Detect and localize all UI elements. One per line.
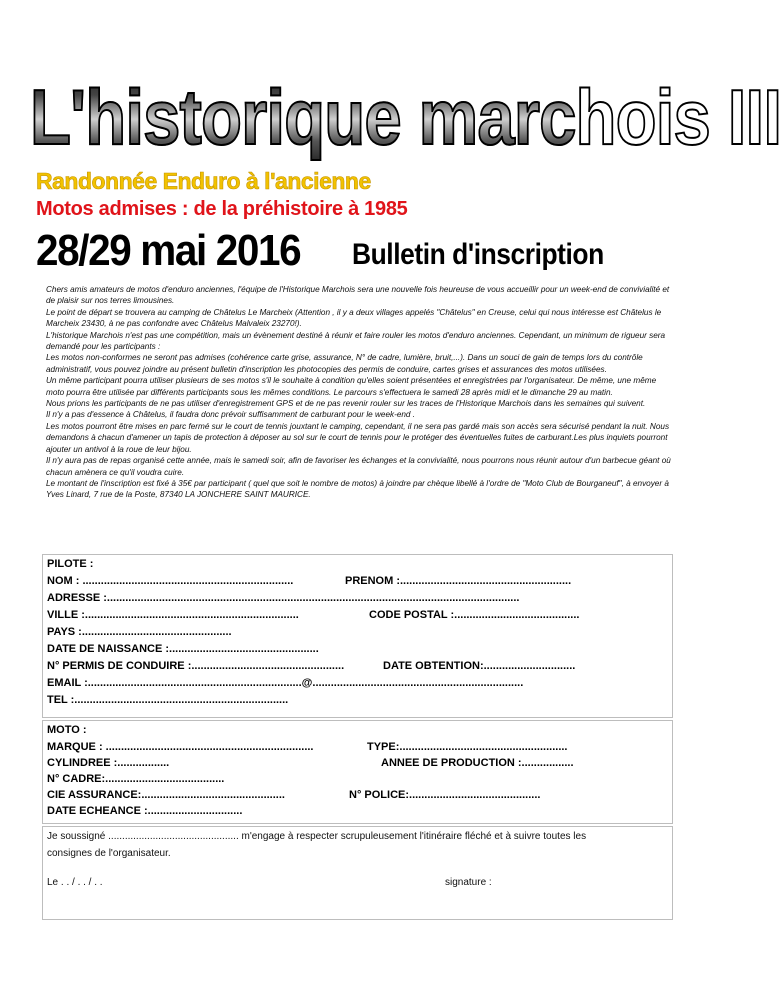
pilote-section: [42, 554, 673, 718]
type-field[interactable]: TYPE:.......................................................: [367, 741, 568, 753]
engagement-line: consignes de l'organisateur.: [47, 848, 171, 859]
engagement-section: [42, 826, 673, 920]
event-date: 28/29 mai 2016: [36, 226, 301, 275]
date-naissance-field[interactable]: DATE DE NAISSANCE :.................................................: [47, 643, 319, 655]
moto-section: [42, 720, 673, 824]
intro-paragraph: Il n'y aura pas de repas organisé cette année, mais le samedi soir, afin de favoriser les échanges et la convivialité, nous pourrons nous réunir autour d'un barbecue géant où chacun amènera ce qu'il voudra cuire.: [46, 456, 671, 477]
adresse-field[interactable]: ADRESSE :.......................................................................................................................................: [47, 592, 520, 604]
date-echeance-field[interactable]: DATE ECHEANCE :...............................: [47, 805, 243, 817]
intro-paragraph: Nous prions les participants de ne pas utiliser d'enregistrement GPS et de ne pas revenir rouler sur les traces de l'Historique Marchois dans les semaines qui suivent.: [46, 399, 646, 409]
ville-field[interactable]: VILLE :......................................................................: [47, 609, 299, 621]
intro-paragraph: Un même participant pourra utiliser plusieurs de ses motos s'il le souhaite à condition qu'elles soient présentées et enregistrées par l'organisateur. De même, une même moto pourra être utilisée par différents participants sous les mêmes conditions. Le parcours s'effectuera le samedi 28 après midi et le dimanche 29 au matin.: [46, 376, 657, 397]
intro-paragraph: Il n'y a pas d'essence à Châtelus, il faudra donc prévoir suffisamment de carburant pour le week-end .: [46, 410, 416, 420]
code-postal-field[interactable]: CODE POSTAL :.........................................: [369, 609, 580, 621]
intro-text: [46, 284, 672, 501]
date-obtention-field[interactable]: DATE OBTENTION:..............................: [383, 660, 576, 672]
pays-field[interactable]: PAYS :.................................................: [47, 626, 232, 638]
pilote-heading: PILOTE :: [47, 558, 94, 570]
signature-field[interactable]: signature :: [445, 877, 492, 888]
intro-paragraph: Le point de départ se trouvera au camping de Châtelus Le Marcheix (Attention , il y a deux villages appelés "Châtelus" en Creuse, celui qui nous intéresse est Châtelus le Marcheix 23430, à ne pas confondre avec Châtelus Malvaleix 23270!).: [46, 307, 662, 329]
prenom-field[interactable]: PRENOM :........................................................: [345, 575, 572, 587]
police-field[interactable]: N° POLICE:...........................................: [349, 789, 541, 801]
form-title: Bulletin d'inscription: [352, 238, 604, 271]
document-title: L'historique marchois III: [30, 62, 580, 172]
intro-paragraph: Le montant de l'inscription est fixé à 35€ par participant ( quel que soit le nombre de motos) à joindre par chèque libellé à l'ordre de "Moto Club de Bourganeuf", à envoyer à Yves Linard, 7 rue de la Poste, 87340 LA JONCHERE SAINT MAURICE.: [46, 478, 669, 500]
tel-field[interactable]: TEL :......................................................................: [47, 694, 289, 706]
intro-paragraph: Les motos non-conformes ne seront pas admises (cohérence carte grise, assurance, N° de cadre, lumière, bruit,...). Dans un souci de gain de temps lors du contrôle administratif, vous pouvez joindre au présent bulletin d'inscription les photocopies des permis de conduire, cartes grises et assurances des motos utilisées.: [46, 353, 643, 374]
date-signature-field[interactable]: Le . . / . . / . .: [47, 877, 103, 888]
permis-field[interactable]: N° PERMIS DE CONDUIRE :..................................................: [47, 660, 345, 672]
intro-paragraph: L'historique Marchois n'est pas une compétition, mais un évènement destiné à réunir et faire rouler les motos d'enduro anciennes. Cependant, un minimum de rigueur sera demandé pour les participants :: [46, 330, 666, 352]
moto-heading: MOTO :: [47, 724, 87, 736]
cylindree-field[interactable]: CYLINDREE :.................: [47, 757, 170, 769]
marque-field[interactable]: MARQUE : ....................................................................: [47, 741, 314, 753]
nom-field[interactable]: NOM : .....................................................................: [47, 575, 294, 587]
subtitle: Randonnée Enduro à l'ancienne: [36, 168, 371, 194]
intro-paragraph: Les motos pourront être mises en parc fermé sur le court de tennis jouxtant le camping, cependant, il ne sera pas gardé mais son accès sera sécurisé pendant la nuit. Nous demandons à chacun d'amener un tapis de protection à déposer au sol sur le court de tennis pour le protéger des éventuelles fuites de carburant.Les plus inquiets pourront ajouter un antivol à la roue de leur bijou.: [46, 421, 670, 454]
engagement-line: Je soussigné ............................................... m'engage à respecter scrupuleusement l'itinéraire fléché et à suivre toutes les: [47, 831, 587, 842]
intro-paragraph: Chers amis amateurs de motos d'enduro anciennes, l'équipe de l'Historique Marchois sera une nouvelle fois heureuse de vous accueillir pour un week-end de convivialité et de plaisir sur nos terres limousines.: [46, 285, 670, 306]
motos-admises-line: Motos admises : de la préhistoire à 1985: [36, 198, 408, 220]
assurance-field[interactable]: CIE ASSURANCE:...............................................: [47, 789, 285, 801]
annee-production-field[interactable]: ANNEE DE PRODUCTION :.................: [381, 757, 574, 769]
cadre-field[interactable]: N° CADRE:.......................................: [47, 773, 225, 785]
email-field[interactable]: EMAIL :......................................................................@.....................................................................: [47, 677, 524, 689]
